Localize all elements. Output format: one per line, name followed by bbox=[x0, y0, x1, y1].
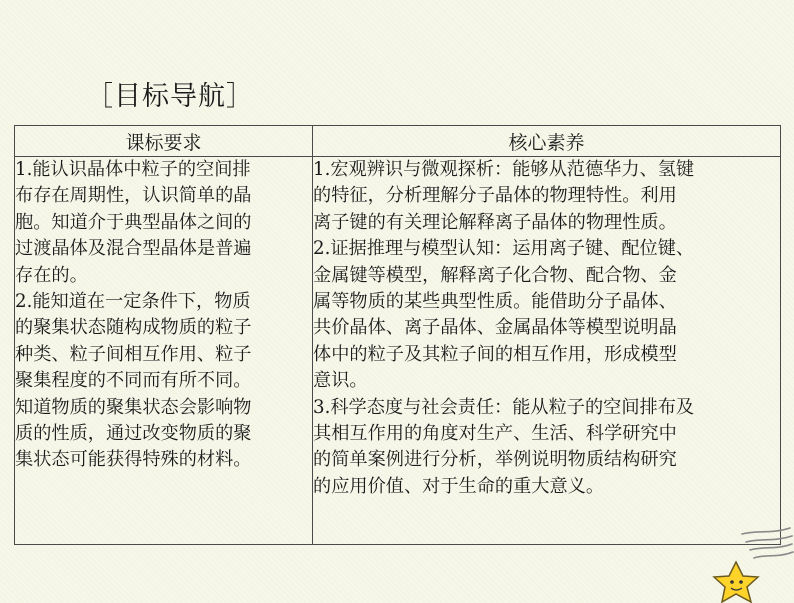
star-icon bbox=[714, 562, 758, 602]
curriculum-cell bbox=[15, 157, 313, 545]
table-header-row bbox=[15, 126, 781, 157]
goals-table bbox=[14, 125, 781, 545]
curriculum-text: 1.能认识晶体中粒子的空间排 布存在周期性，认识简单的晶 胞。知道介于典型晶体之间的 过渡晶体及混合型晶体是普遍 存在的。 2.能知道在一定条件下，物质 的聚集状态随构成物质的粒子 种类、粒子间相互作用、粒子 聚集程度的不同而有所不同。 知道物质的聚集状态会影响物 质的性质，通过改变物质的聚 集状态可能获得特殊的材料。 bbox=[15, 159, 252, 471]
column-header-curriculum: 课标要求 bbox=[15, 126, 313, 157]
literacy-text: 1.宏观辨识与微观探析：能够从范德华力、氢键 的特征，分析理解分子晶体的物理特性。利用 离子键的有关理论解释离子晶体的物理性质。 2.证据推理与模型认知：运用离子键、配位键、 金属键等模型，解释离子化合物、配合物、金 属等物质的某些典型性质。能借助分子晶体、 共价晶体、离子晶体、金属晶体等模型说明晶 体中的粒子及其粒子间的相互作用，形成模型 意识。 3.科学态度与社会责任：能从粒子的空间排布及 其相互作用的角度对生产、生活、科学研究中 的简单案例进行分析，举例说明物质结构研究 的应用价值、对于生命的重大意义。 bbox=[313, 159, 695, 497]
column-header-literacy: 核心素养 bbox=[313, 126, 781, 157]
section-title: ［目标导航］ bbox=[86, 81, 254, 112]
shooting-star-icon bbox=[712, 516, 794, 603]
literacy-cell bbox=[313, 157, 781, 545]
table-row bbox=[15, 157, 781, 545]
